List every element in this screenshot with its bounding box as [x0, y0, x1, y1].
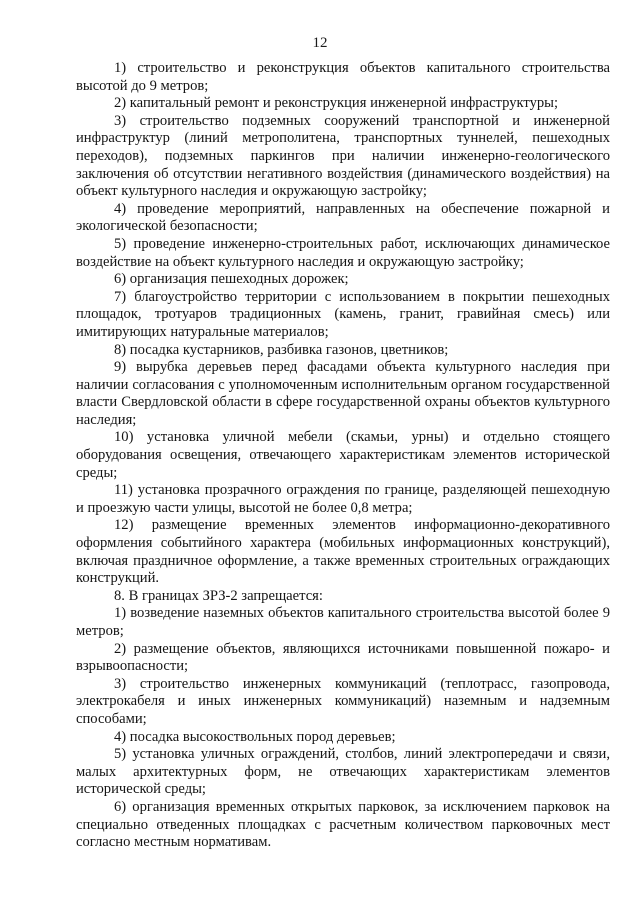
prohibition-5: 5) установка уличных ограждений, столбов, линий электропередачи и связи, малых архитектурных форм, не отвечающих характеристикам элементов исторической среды; [76, 746, 610, 798]
paragraph-3: 3) строительство подземных сооружений транспортной и инженерной инфраструктур (линий метрополитена, транспортных туннелей, пешеходных переходов), подземных паркингов при наличии инженерно-геологического заключения об отсутствии негативного воздействия (динамического воздействия) на объект культурного наследия и окружающую застройку; [76, 112, 610, 200]
prohibition-2: 2) размещение объектов, являющихся источниками повышенной пожаро- и взрывоопасности; [76, 640, 610, 675]
prohibition-4: 4) посадка высокоствольных пород деревьев; [114, 728, 396, 745]
paragraph-7: 7) благоустройство территории с использованием в покрытии пешеходных площадок, тротуаров традиционных (камень, гранит, гравийная смесь) или имитирующих натуральные материалов; [76, 288, 610, 340]
paragraph-1: 1) строительство и реконструкция объектов капитального строительства высотой до 9 метров; [76, 60, 610, 94]
paragraph-2: 2) капитальный ремонт и реконструкция инженерной инфраструктуры; [114, 95, 559, 112]
paragraph-8: 8) посадка кустарников, разбивка газонов, цветников; [114, 341, 449, 358]
paragraph-9: 9) вырубка деревьев перед фасадами объекта культурного наследия при наличии согласования с уполномоченным исполнительным органом государственной власти Свердловской области в сфере государственной охраны объектов культурного наследия; [76, 359, 610, 428]
prohibition-3: 3) строительство инженерных коммуникаций (теплотрасс, газопровода, электрокабеля и иных инженерных коммуникаций) наземным и надземным способами; [76, 675, 610, 727]
page-number: 12 [312, 35, 328, 51]
paragraph-6: 6) организация пешеходных дорожек; [114, 271, 349, 288]
prohibition-6: 6) организация временных открытых парковок, за исключением парковок на специально отведенных площадках с расчетным количеством парковочных мест согласно местным нормативам. [76, 798, 610, 851]
paragraph-12: 12) размещение временных элементов информационно-декоративного оформления событийного характера (мобильных информационных конструкций), включая праздничное оформление, а также временных строительных ограждающих конструкций. [76, 517, 610, 587]
paragraph-10: 10) установка уличной мебели (скамьи, урны) и отдельно стоящего оборудования освещения, отвечающего характеристикам элементов исторической среды; [76, 429, 610, 481]
paragraph-5: 5) проведение инженерно-строительных работ, исключающих динамическое воздействие на объект культурного наследия и окружающую застройку; [76, 235, 610, 270]
section-heading: 8. В границах ЗРЗ-2 запрещается: [114, 587, 323, 604]
paragraph-11: 11) установка прозрачного ограждения по границе, разделяющей пешеходную и проезжую части улицы, высотой не более 0,8 метра; [76, 482, 610, 516]
paragraph-4: 4) проведение мероприятий, направленных на обеспечение пожарной и экологической безопасности; [76, 200, 610, 235]
prohibition-1: 1) возведение наземных объектов капитального строительства высотой более 9 метров; [76, 605, 610, 639]
document-body [76, 60, 610, 852]
